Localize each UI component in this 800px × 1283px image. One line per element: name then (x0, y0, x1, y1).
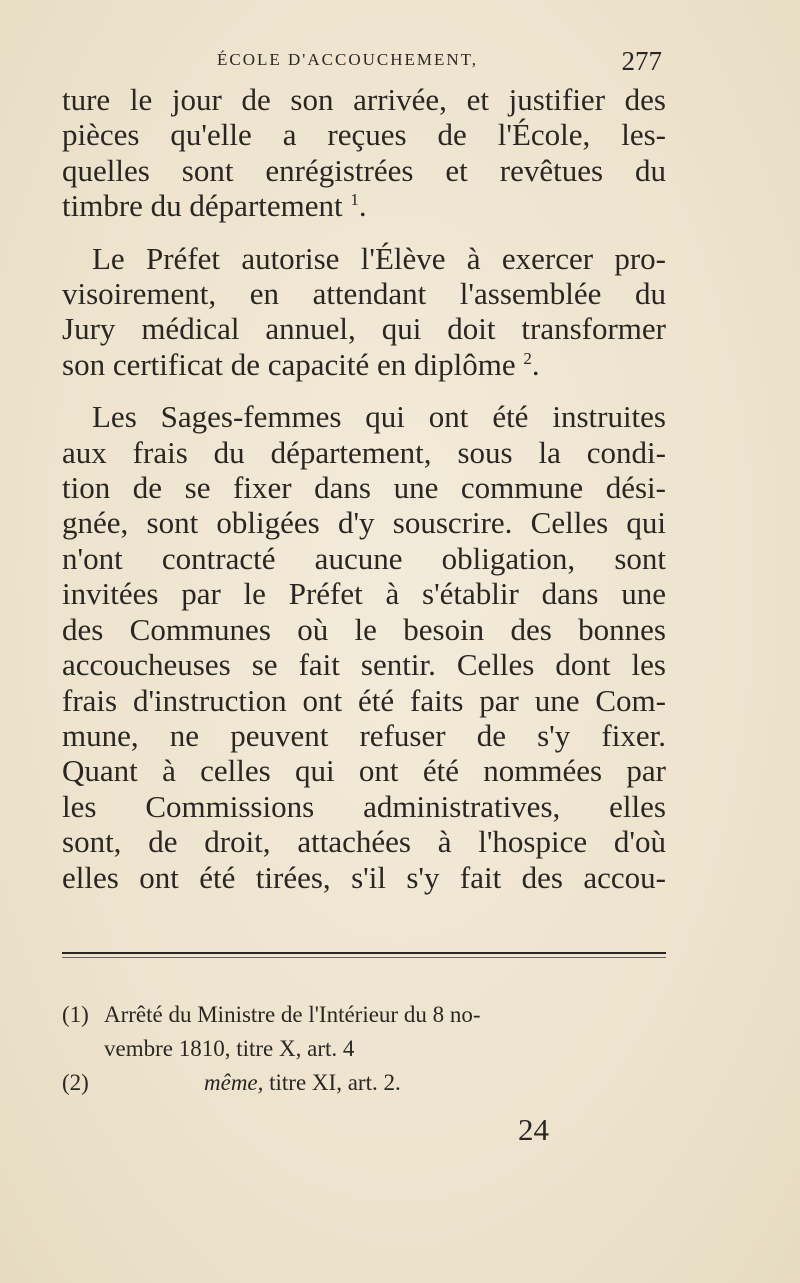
footnote-text: Arrêté du Ministre de l'Intérieur du 8 no- (104, 1002, 481, 1027)
running-head-title: ÉCOLE D'ACCOUCHEMENT, (217, 50, 479, 69)
footnote-ref: 1 (350, 190, 359, 210)
text-line: quelles sont enrégistrées et revêtues du (62, 152, 666, 188)
text-line: gnée, sont obligées d'y souscrire. Celles qui (62, 505, 666, 541)
text-line (62, 241, 666, 276)
footnotes (62, 998, 666, 1100)
footnote-rule-thin (62, 957, 666, 958)
footnote-text (62, 1066, 666, 1100)
text-line: ture le jour de son arrivée, et justifier des (62, 82, 666, 117)
text-span: Le Préfet autorise l'Élève à exercer pro- (92, 240, 666, 276)
text-line (62, 399, 666, 434)
text-line: accoucheuses se fait sentir. Celles dont les (62, 647, 666, 683)
text-span: . (531, 346, 540, 382)
text-line: les Commissions administratives, elles (62, 788, 666, 824)
text-line: Quant à celles qui ont été nommées par (62, 753, 666, 789)
footnote-1 (62, 998, 666, 1066)
footnote-number: (2) (62, 1070, 89, 1095)
footnote-ref: 2 (523, 348, 532, 368)
text-line: aux frais du département, sous la condi- (62, 434, 666, 470)
text-line: invitées par le Préfet à s'établir dans une (62, 576, 666, 612)
footnote-rest: titre XI, art. 2. (263, 1070, 401, 1095)
text-line: n'ont contracté aucune obligation, sont (62, 540, 666, 576)
text-span: Les Sages-femmes qui ont été instruites (92, 399, 666, 435)
body-text (62, 82, 666, 895)
text-line (62, 188, 666, 223)
footnote-italic: même, (204, 1070, 264, 1095)
page-number: 277 (621, 46, 662, 76)
text-line (62, 347, 666, 382)
text-line: pièces qu'elle a reçues de l'École, les- (62, 117, 666, 153)
text-line: frais d'instruction ont été faits par une Com- (62, 682, 666, 718)
running-head (62, 46, 662, 76)
footnote-text: vembre 1810, titre X, art. 4 (104, 1036, 355, 1061)
text-line: Jury médical annuel, qui doit transformer (62, 311, 666, 347)
footnote-rule (62, 952, 666, 954)
text-line: mune, ne peuvent refuser de s'y fixer. (62, 717, 666, 753)
footnote-number: (1) (62, 1002, 89, 1027)
text-line: sont, de droit, attachées à l'hospice d'où (62, 824, 666, 860)
text-line: des Communes où le besoin des bonnes (62, 611, 666, 647)
text-line: elles ont été tirées, s'il s'y fait des accou- (62, 859, 666, 895)
text-span: . (358, 188, 367, 224)
text-line: tion de se fixer dans une commune dési- (62, 470, 666, 506)
footnote-2 (62, 1066, 666, 1100)
text-span: son certificat de capacité en diplôme (62, 346, 516, 382)
text-line: visoirement, en attendant l'assemblée du (62, 276, 666, 312)
signature-mark: 24 (518, 1112, 549, 1147)
text-span: timbre du département (62, 188, 343, 224)
